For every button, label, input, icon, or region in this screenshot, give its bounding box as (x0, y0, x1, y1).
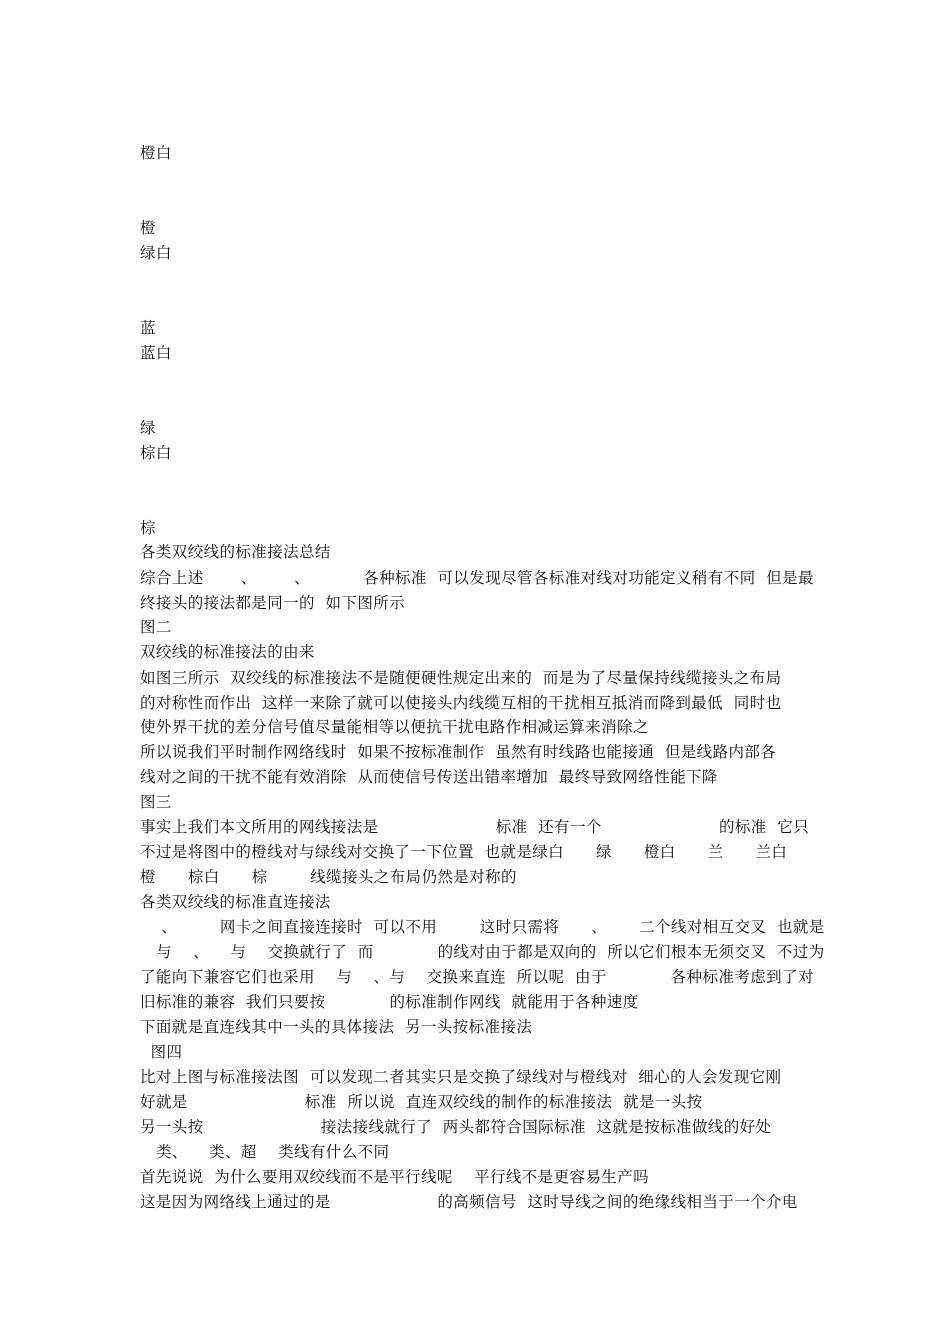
text-line: 线对之间的干扰不能有效消除 从而使信号传送出错率增加 最终导致网络性能下降 (140, 768, 718, 786)
figure-caption: 图三 (140, 793, 172, 811)
text-line: 首先说说 为什么要用双绞线而不是平行线呢 平行线不是更容易生产吗 (140, 1168, 649, 1186)
figure-caption: 图二 (140, 618, 172, 636)
text-line: 橙 棕白 棕 线缆接头之布局仍然是对称的 (140, 868, 517, 886)
text-line: 旧标准的兼容 我们只要按 的标准制作网线 就能用于各种速度 (140, 993, 639, 1011)
text-line: 了能向下兼容它们也采用 与 、与 交换来直连 所以呢 由于 各种标准考虑到了对 (140, 968, 814, 986)
text-line: 蓝 (140, 319, 156, 337)
text-line: 好就是 标准 所以说 直连双绞线的制作的标准接法 就是一头按 (140, 1093, 703, 1111)
text-line: 绿白 (140, 244, 172, 262)
text-line: 棕白 (140, 444, 172, 462)
text-line: 橙白 (140, 144, 172, 162)
section-heading: 各类双绞线的标准直连接法 (140, 893, 331, 911)
text-line: 橙 (140, 219, 156, 237)
section-heading: 各类双绞线的标准接法总结 (140, 543, 331, 561)
text-line: 比对上图与标准接法图 可以发现二者其实只是交换了绿线对与橙线对 细心的人会发现它刚 (140, 1068, 782, 1086)
text-line: 如图三所示 双绞线的标准接法不是随便硬性规定出来的 而是为了尽量保持线缆接头之布局 (140, 669, 782, 687)
section-heading: 类、 类、超 类线有什么不同 (140, 1143, 390, 1161)
text-line: 另一头按 接法接线就行了 两头都符合国际标准 这就是按标准做线的好处 (140, 1118, 772, 1136)
text-line: 蓝白 (140, 344, 172, 362)
text-line: 所以说我们平时制作网络线时 如果不按标准制作 虽然有时线路也能接通 但是线路内部各 (140, 743, 777, 761)
text-line: 事实上我们本文所用的网线接法是 标准 还有一个 的标准 它只 (140, 818, 810, 836)
text-line: 不过是将图中的橙线对与绿线对交换了一下位置 也就是绿白 绿 橙白 兰 兰白 (140, 843, 788, 861)
text-line: 、 网卡之间直接连接时 可以不用 这时只需将 、 二个线对相互交叉 也就是 (140, 918, 825, 936)
text-line: 的对称性而作出 这样一来除了就可以使接头内线缆互相的干扰相互抵消而降到最低 同时也 (140, 694, 782, 712)
text-line: 使外界干扰的差分信号值尽量能相等以便抗干扰电路作相减运算来消除之 (140, 718, 649, 736)
figure-caption: 图四 (140, 1043, 183, 1061)
text-line: 终接头的接法都是同一的 如下图所示 (140, 594, 406, 612)
text-line: 棕 (140, 519, 156, 537)
text-line: 这是因为网络线上通过的是 的高频信号 这时导线之间的绝缘线相当于一个介电 (140, 1193, 798, 1211)
text-line: 与 、 与 交换就行了 而 的线对由于都是双向的 所以它们根本无须交叉 不过为 (140, 943, 825, 961)
text-line: 绿 (140, 419, 156, 437)
section-heading: 双绞线的标准接法的由来 (140, 643, 315, 661)
text-line: 综合上述 、 、 各种标准 可以发现尽管各标准对线对功能定义稍有不同 但是最 (140, 569, 814, 587)
text-line: 下面就是直连线其中一头的具体接法 另一头按标准接法 (140, 1018, 533, 1036)
